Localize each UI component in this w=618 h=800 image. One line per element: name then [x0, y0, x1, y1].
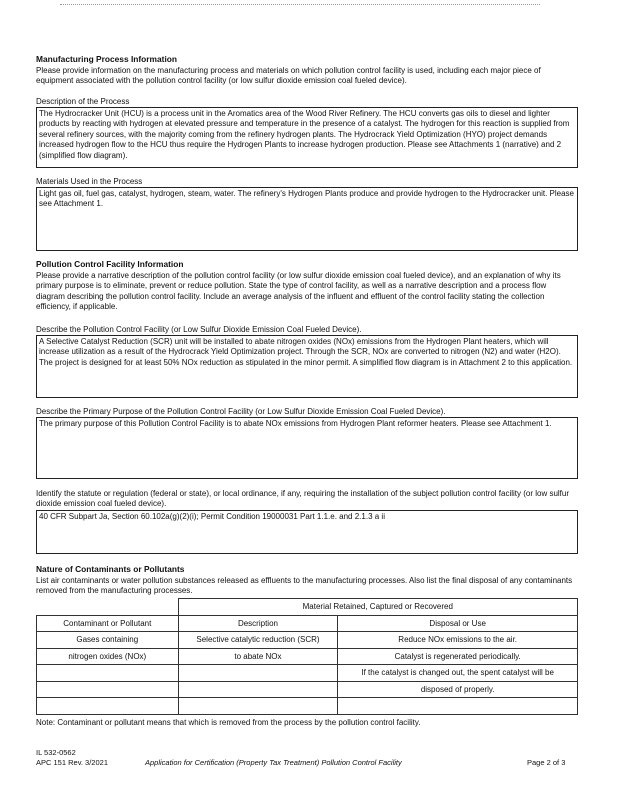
- col-contaminant-header: Contaminant or Pollutant: [37, 615, 179, 632]
- col-disposal-header: Disposal or Use: [338, 615, 578, 632]
- disposal-cell[interactable]: Reduce NOx emissions to the air.: [338, 632, 578, 649]
- statute-label: Identify the statute or regulation (federal or state), or local ordinance, if any, requiring the installation of the subject pollution control facility (or low sulfur dioxide emission coal fueled device).: [36, 489, 570, 509]
- contaminants-intro: List air contaminants or water pollution substances released as effluents to the manufacturing processes. Also list the final disposal of any contaminants removed from the manufacturing processes.: [36, 576, 573, 596]
- form-id: IL 532-0562: [36, 748, 76, 757]
- primary-purpose-text: The primary purpose of this Pollution Control Facility is to abate NOx emissions from Hydrogen Plant reformer heaters. Please see Attachment 1.: [39, 419, 552, 428]
- describe-facility-text: A Selective Catalyst Reduction (SCR) unit will be installed to abate nitrogen oxides (NOx) emissions from the Hydrogen Plant heaters, which will increase utilization as a result of the Hydrocrack Yield Optimization project. Through the SCR, NOx are converted to nitrogen (N2) and water (H2O). The project is designed for at least 50% NOx reduction as stipulated in the minor permit. A simplified flow diagram is in Attachment 2 to this application.: [39, 337, 573, 367]
- table-row: [37, 632, 578, 649]
- table-row: [37, 665, 578, 682]
- primary-purpose-field[interactable]: [36, 417, 578, 479]
- description-cell[interactable]: Selective catalytic reduction (SCR): [178, 632, 338, 649]
- disposal-cell[interactable]: If the catalyst is changed out, the spent catalyst will be: [338, 665, 578, 682]
- manufacturing-heading: Manufacturing Process Information: [36, 54, 177, 64]
- disposal-cell[interactable]: [338, 698, 578, 715]
- description-cell[interactable]: [178, 681, 338, 698]
- table-row: [37, 681, 578, 698]
- disposal-cell[interactable]: Catalyst is regenerated periodically.: [338, 648, 578, 665]
- col-description-header: Description: [178, 615, 338, 632]
- materials-field[interactable]: [36, 187, 578, 251]
- table-row: [37, 648, 578, 665]
- describe-facility-field[interactable]: [36, 335, 578, 398]
- pollution-intro: Please provide a narrative description of the pollution control facility (or low sulfur dioxide emission coal fueled device), and an explanation of why its primary purpose is to eliminate, prevent or reduce pollution. State the type of control facility, as well as a narrative description and a process flow diagram describing the pollution control facility. Include an average analysis of the influent and effluent of the control facility stating the collection efficiency, if applicable.: [36, 271, 561, 312]
- manufacturing-intro: Please provide information on the manufacturing process and materials on which pollution control facility is used, including each major piece of equipment associated with the pollution control facility (or low sulfur dioxide emission coal fueled device).: [36, 66, 541, 86]
- materials-text: Light gas oil, fuel gas, catalyst, hydrogen, steam, water. The refinery's Hydrogen Plants produce and provide hydrogen to the Hydrocracker unit. Please see Attachment 1.: [39, 189, 575, 209]
- page-number: Page 2 of 3: [527, 758, 566, 767]
- contaminant-cell[interactable]: [37, 681, 179, 698]
- form-title: Application for Certification (Property Tax Treatment) Pollution Control Facility: [145, 758, 402, 767]
- description-cell[interactable]: to abate NOx: [178, 648, 338, 665]
- process-description-text: The Hydrocracker Unit (HCU) is a process unit in the Aromatics area of the Wood River Refinery. The HCU converts gas oils to diesel and lighter products by reacting with hydrogen at elevated pressure and temperature in the presence of a catalyst. The hydrogen for this reaction is supplied from several refinery sources, with the majority coming from the refinery hydrogen plants. The Hydrocrack Yield Optimization (HYO) project demands increased hydrogen flow to the HCU thus require the Hydrogen Plants to increase hydrogen production. Please see Attachments 1 (narrative) and 2 (simplified flow diagram).: [39, 109, 570, 160]
- top-edge-dots: [60, 4, 540, 7]
- pollution-heading: Pollution Control Facility Information: [36, 259, 184, 269]
- contaminant-note: Note: Contaminant or pollutant means that which is removed from the process by the pollution control facility.: [36, 718, 421, 727]
- material-retained-header: Material Retained, Captured or Recovered: [178, 599, 577, 616]
- contaminant-cell[interactable]: [37, 665, 179, 682]
- statute-text: 40 CFR Subpart Ja, Section 60.102a(g)(2)(i); Permit Condition 19000031 Part 1.1.e. and 2.1.3 a ii: [39, 512, 385, 521]
- table-corner: [37, 599, 179, 616]
- contaminants-table: [36, 598, 578, 715]
- materials-label: Materials Used in the Process: [36, 177, 143, 186]
- description-cell[interactable]: [178, 665, 338, 682]
- describe-facility-label: Describe the Pollution Control Facility (or Low Sulfur Dioxide Emission Coal Fueled Device).: [36, 325, 362, 334]
- contaminant-cell[interactable]: Gases containing: [37, 632, 179, 649]
- form-revision: APC 151 Rev. 3/2021: [36, 758, 108, 767]
- statute-field[interactable]: [36, 510, 578, 554]
- process-label: Description of the Process: [36, 97, 130, 106]
- contaminant-cell[interactable]: nitrogen oxides (NOx): [37, 648, 179, 665]
- disposal-cell[interactable]: disposed of properly.: [338, 681, 578, 698]
- description-cell[interactable]: [178, 698, 338, 715]
- primary-purpose-label: Describe the Primary Purpose of the Pollution Control Facility (or Low Sulfur Dioxide Emission Coal Fueled Device).: [36, 407, 446, 416]
- table-row: [37, 698, 578, 715]
- contaminant-cell[interactable]: [37, 698, 179, 715]
- contaminants-heading: Nature of Contaminants or Pollutants: [36, 564, 185, 574]
- process-description-field[interactable]: [36, 107, 578, 168]
